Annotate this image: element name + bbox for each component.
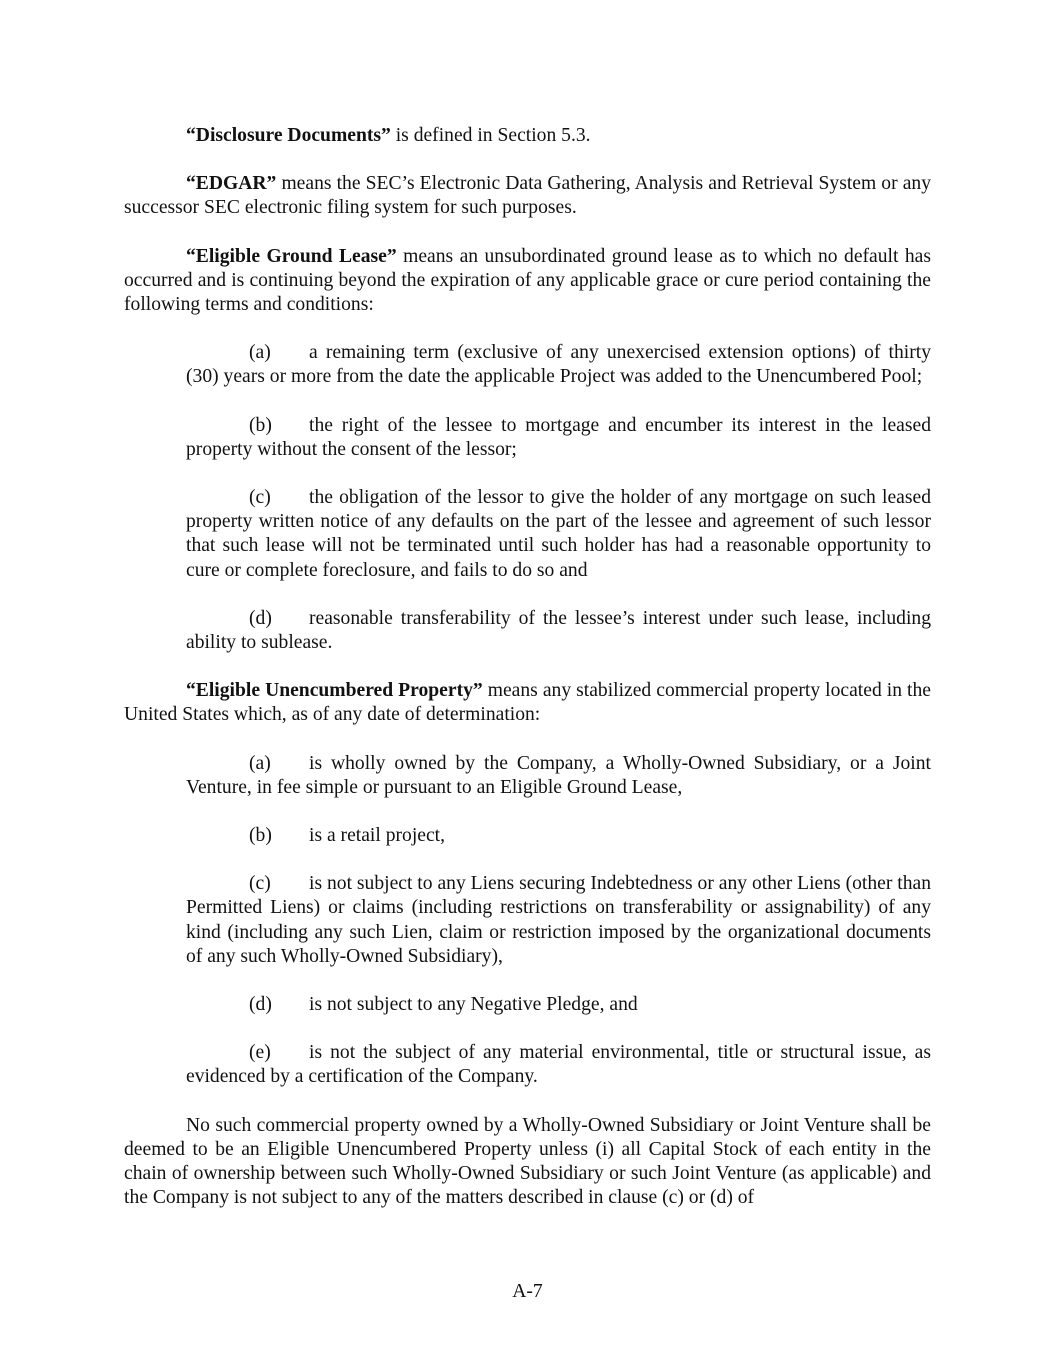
definition-disclosure-documents xyxy=(124,124,931,148)
list-item-text: a remaining term (exclusive of any unexercised extension options) of thirty (30) years or more from the date the applicable Project was added to the Unencumbered Pool; xyxy=(186,342,931,388)
list-item-label: (c) xyxy=(249,873,271,895)
list-item-label: (d) xyxy=(249,994,272,1016)
list-item-text: is a retail project, xyxy=(309,825,446,847)
list-item xyxy=(186,1041,931,1089)
list-item xyxy=(186,607,931,655)
closing-paragraph: No such commercial property owned by a Wholly-Owned Subsidiary or Joint Venture shall be deemed to be an Eligible Unencumbered Property unless (i) all Capital Stock of each entity in the chain of ownership between such Wholly-Owned Subsidiary or such Joint Venture (as applicable) and the Company is not subject to any of the matters described in clause (c) or (d) of xyxy=(124,1114,931,1209)
defined-term: “Disclosure Documents” xyxy=(186,125,391,146)
list-item-label: (d) xyxy=(249,607,272,629)
definition-eligible-ground-lease xyxy=(124,245,931,318)
list-item-label: (a) xyxy=(249,342,271,364)
list-item xyxy=(186,993,931,1017)
list-item-text: is not subject to any Liens securing Indebtedness or any other Liens (other than Permitted Liens) or claims (including restrictions on transferability or assignability) of any kind (including any such Lien, claim or restriction imposed by the organizational documents of any such Wholly-Owned Subsidiary), xyxy=(186,873,931,967)
list-item-label: (a) xyxy=(249,752,271,774)
list-item-label: (e) xyxy=(249,1042,271,1064)
list-item-text: is not the subject of any material environmental, title or structural issue, as evidenced by a certification of the Company. xyxy=(186,1042,931,1088)
list-item-text: reasonable transferability of the lessee’s interest under such lease, including ability to sublease. xyxy=(186,607,931,654)
list-item xyxy=(186,824,931,848)
definition-text: means the SEC’s Electronic Data Gathering, Analysis and Retrieval System or any successor SEC electronic filing system for such purposes. xyxy=(124,173,931,219)
list-item xyxy=(186,752,931,800)
definition-edgar xyxy=(124,172,931,220)
list-item xyxy=(186,414,931,462)
list-item-text: the right of the lessee to mortgage and encumber its interest in the leased property without the consent of the lessor; xyxy=(186,414,931,460)
list-item-label: (c) xyxy=(249,487,271,509)
page-number: A-7 xyxy=(512,1281,543,1302)
defined-term: “Eligible Ground Lease” xyxy=(186,245,397,267)
list-item xyxy=(186,872,931,969)
list-item-text: is not subject to any Negative Pledge, and xyxy=(309,994,638,1016)
defined-term: “Eligible Unencumbered Property” xyxy=(186,680,483,702)
list-item xyxy=(186,341,931,389)
definition-text: is defined in Section 5.3. xyxy=(390,125,591,146)
definition-eligible-unencumbered-property xyxy=(124,679,931,727)
defined-term: “EDGAR” xyxy=(186,173,277,195)
list-item-label: (b) xyxy=(249,414,272,436)
list-item xyxy=(186,486,931,583)
definition-text: means any stabilized commercial property located in the United States which, as of any date of determination: xyxy=(124,680,931,726)
list-item-label: (b) xyxy=(249,825,272,847)
list-item-text: the obligation of the lessor to give the holder of any mortgage on such leased property written notice of any defaults on the part of the lessee and agreement of such lessor that such lease will not be terminated until such holder has had a reasonable opportunity to cure or complete foreclosure, and fails to do so and xyxy=(186,487,931,581)
document-body xyxy=(124,124,931,1211)
definition-text: means an unsubordinated ground lease as to which no default has occurred and is continuing beyond the expiration of any applicable grace or cure period containing the following terms and conditions: xyxy=(124,245,931,316)
list-item-text: is wholly owned by the Company, a Wholly-Owned Subsidiary, or a Joint Venture, in fee simple or pursuant to an Eligible Ground Lease, xyxy=(186,752,931,798)
